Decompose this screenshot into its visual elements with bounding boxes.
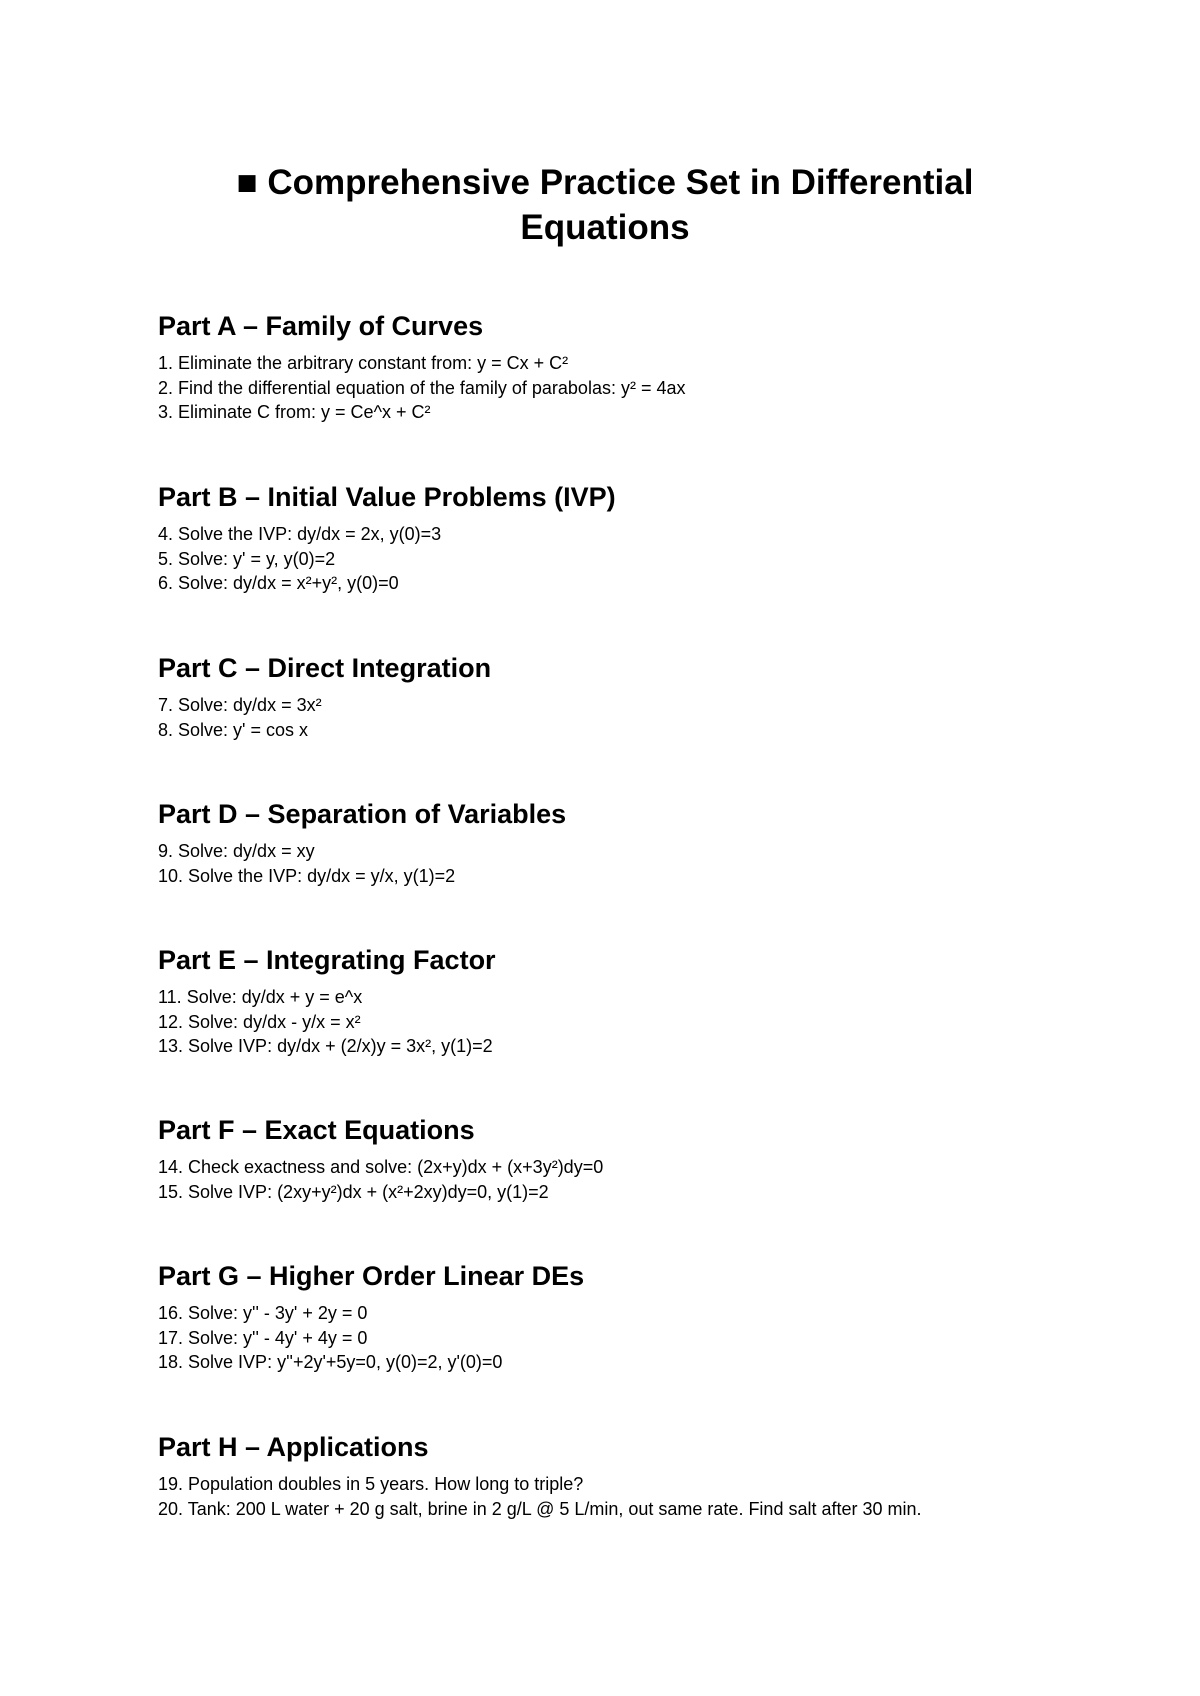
problem-item: 14. Check exactness and solve: (2x+y)dx + (x+3y²)dy=0 <box>158 1157 604 1177</box>
problem-list <box>158 985 1118 1059</box>
document-title: ■ Comprehensive Practice Set in Differential Equations <box>236 163 974 247</box>
section-part-c <box>158 651 1118 742</box>
section-part-g <box>158 1259 1118 1375</box>
problem-item: 9. Solve: dy/dx = xy <box>158 841 315 861</box>
section-part-b <box>158 480 1118 596</box>
problem-item: 5. Solve: y' = y, y(0)=2 <box>158 548 336 569</box>
problem-item: 10. Solve the IVP: dy/dx = y/x, y(1)=2 <box>158 865 456 886</box>
problem-item: 18. Solve IVP: y''+2y'+5y=0, y(0)=2, y'(0)=0 <box>158 1352 503 1372</box>
section-heading: Part E – Integrating Factor <box>158 945 496 975</box>
section-part-e <box>158 943 1118 1059</box>
problem-item: 1. Eliminate the arbitrary constant from: y = Cx + C² <box>158 353 569 373</box>
problem-item: 2. Find the differential equation of the family of parabolas: y² = 4ax <box>158 377 686 398</box>
problem-list <box>158 693 1118 742</box>
problem-item: 15. Solve IVP: (2xy+y²)dx + (x²+2xy)dy=0, y(1)=2 <box>158 1181 549 1202</box>
section-heading: Part G – Higher Order Linear DEs <box>158 1261 585 1291</box>
problem-list <box>158 839 1118 888</box>
problem-list <box>158 1155 1118 1204</box>
problem-item: 7. Solve: dy/dx = 3x² <box>158 695 322 715</box>
section-heading: Part C – Direct Integration <box>158 653 492 683</box>
section-part-h <box>158 1430 1118 1521</box>
problem-list <box>158 1472 1118 1521</box>
problem-list <box>158 1301 1118 1375</box>
problem-list <box>158 351 1118 425</box>
problem-item: 17. Solve: y'' - 4y' + 4y = 0 <box>158 1327 368 1348</box>
problem-item: 11. Solve: dy/dx + y = e^x <box>158 987 363 1007</box>
problem-item: 8. Solve: y' = cos x <box>158 719 309 740</box>
problem-item: 12. Solve: dy/dx - y/x = x² <box>158 1011 361 1032</box>
section-heading: Part F – Exact Equations <box>158 1115 475 1145</box>
problem-item: 4. Solve the IVP: dy/dx = 2x, y(0)=3 <box>158 524 442 544</box>
section-part-a <box>158 309 1118 425</box>
problem-item: 13. Solve IVP: dy/dx + (2/x)y = 3x², y(1)=2 <box>158 1036 493 1056</box>
section-heading: Part A – Family of Curves <box>158 311 484 341</box>
problem-item: 16. Solve: y'' - 3y' + 2y = 0 <box>158 1303 368 1323</box>
problem-item: 6. Solve: dy/dx = x²+y², y(0)=0 <box>158 573 399 593</box>
problem-list <box>158 522 1118 596</box>
section-part-f <box>158 1113 1118 1204</box>
section-heading: Part D – Separation of Variables <box>158 799 567 829</box>
problem-item: 3. Eliminate C from: y = Ce^x + C² <box>158 402 431 422</box>
section-heading: Part B – Initial Value Problems (IVP) <box>158 482 616 512</box>
section-heading: Part H – Applications <box>158 1432 429 1462</box>
problem-item: 20. Tank: 200 L water + 20 g salt, brine in 2 g/L @ 5 L/min, out same rate. Find salt after 30 min. <box>158 1498 922 1519</box>
section-part-d <box>158 797 1118 888</box>
problem-item: 19. Population doubles in 5 years. How long to triple? <box>158 1474 584 1494</box>
